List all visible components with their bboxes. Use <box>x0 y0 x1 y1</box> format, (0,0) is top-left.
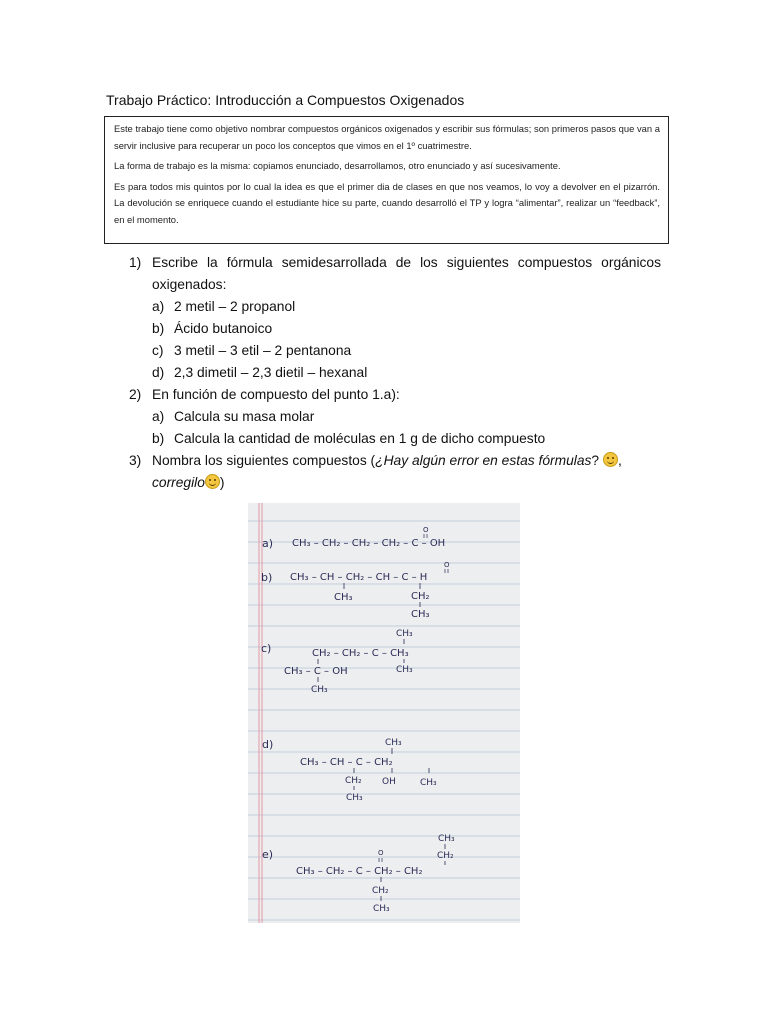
formula-carbonyl-o: O <box>444 561 450 569</box>
thinking-face-emoji-icon <box>603 452 618 467</box>
formula-substituent: CH₂ <box>411 591 430 602</box>
sub-item <box>152 318 661 340</box>
formula-substituent: CH₃ <box>311 685 328 695</box>
sub-item-number: d) <box>152 365 165 380</box>
notebook-paper <box>248 503 520 923</box>
formula-carbonyl-o: O <box>378 849 384 857</box>
question-text-italic: ¿Hay algún error en estas fórmulas <box>375 453 592 468</box>
formula-substituent: CH₃ <box>385 738 402 748</box>
question-text-plain: , <box>617 453 622 468</box>
formula-branch: CH₃ – C – OH <box>284 666 348 677</box>
question-list <box>129 252 661 494</box>
sub-item-text: 3 metil – 3 etil – 2 pentanona <box>174 343 352 358</box>
sub-list <box>152 296 661 384</box>
sub-item-number: c) <box>152 343 164 358</box>
handwritten-formulas-photo <box>248 503 520 923</box>
formula-substituent: CH₂ <box>345 776 362 786</box>
formula-main: CH₃ – CH₂ – CH₂ – CH₂ – C – OH <box>292 538 446 549</box>
intro-paragraph: La forma de trabajo es la misma: copiamos enunciado, desarrollamos, otro enunciado y así sucesivamente. <box>114 160 561 171</box>
formula-label: b) <box>261 571 273 584</box>
sub-item-number: b) <box>152 321 165 336</box>
sub-item-text: Ácido butanoico <box>174 321 273 336</box>
formula-label: c) <box>261 642 272 655</box>
sub-item-text: Calcula su masa molar <box>174 409 315 424</box>
sub-item-text: 2 metil – 2 propanol <box>174 299 296 314</box>
question-text: Escribe la fórmula semidesarrollada de los siguientes compuestos orgánicos oxigenados: <box>152 255 661 292</box>
sub-item-text: Calcula la cantidad de moléculas en 1 g de dicho compuesto <box>174 431 546 446</box>
formula-substituent: CH₃ <box>334 592 353 603</box>
question-text <box>152 450 661 494</box>
formula-substituent: CH₃ <box>346 793 363 803</box>
question-text-plain: Nombra los siguientes compuestos ( <box>152 453 376 468</box>
question-text-italic: corregilo <box>152 475 205 490</box>
sub-list <box>152 406 661 450</box>
sub-item <box>152 406 661 428</box>
sub-item-number: b) <box>152 431 165 446</box>
intro-box <box>104 116 669 244</box>
question-number: 3) <box>129 453 142 468</box>
formula-main: CH₃ – CH – CH₂ – CH – C – H <box>290 572 428 583</box>
formula-substituent: CH₂ <box>437 851 454 861</box>
sub-item <box>152 428 661 450</box>
formula-label: a) <box>262 537 274 550</box>
formula-substituent: CH₃ <box>373 904 390 914</box>
formula-substituent: CH₃ <box>396 665 413 675</box>
sub-item <box>152 340 661 362</box>
formula-main: CH₃ – CH₂ – C – CH₂ – CH₂ <box>296 866 423 877</box>
question-2 <box>129 384 661 450</box>
question-text-plain: ) <box>219 475 225 490</box>
intro-paragraph: Este trabajo tiene como objetivo nombrar compuestos orgánicos oxigenados y escribir sus fórmulas; son primeros pasos que van a servir inclusive para recuperar un poco los conceptos que vimos en el 1º cuatrimestre. <box>114 123 660 151</box>
sub-item-number: a) <box>152 409 165 424</box>
question-number: 2) <box>129 387 142 402</box>
question-3 <box>129 450 661 494</box>
formula-label: d) <box>262 738 274 751</box>
formula-label: e) <box>262 848 274 861</box>
formula-main: CH₃ – CH – C – CH₂ <box>300 757 393 768</box>
document-title: Trabajo Práctico: Introducción a Compuestos Oxigenados <box>106 92 465 108</box>
formula-main: CH₂ – CH₂ – C – CH₃ <box>312 648 409 659</box>
formula-substituent: CH₂ <box>372 886 389 896</box>
sub-item-text: 2,3 dimetil – 2,3 dietil – hexanal <box>174 365 368 380</box>
question-1 <box>129 252 661 384</box>
formula-substituent: CH₃ <box>420 778 437 788</box>
intro-paragraph: Es para todos mis quintos por lo cual la idea es que el primer dia de clases en que nos veamos, lo voy a devolver en el pizarrón. La devolución se enriquece cuando el estudiante hice su parte, cuando desarrolló el TP y logra “alimentar”, realizar un “feedback”, en el momento. <box>114 180 660 225</box>
formula-substituent: OH <box>382 777 396 787</box>
sub-item <box>152 296 661 318</box>
question-text-plain: ? <box>591 453 600 468</box>
formula-substituent: CH₃ <box>396 629 413 639</box>
question-text: En función de compuesto del punto 1.a): <box>152 387 400 402</box>
formula-substituent: CH₃ <box>438 834 455 844</box>
smiling-face-emoji-icon <box>205 474 220 489</box>
sub-item <box>152 362 661 384</box>
question-number: 1) <box>129 255 142 270</box>
formula-carbonyl-o: O <box>423 526 429 534</box>
formula-substituent: CH₃ <box>411 609 430 620</box>
sub-item-number: a) <box>152 299 165 314</box>
